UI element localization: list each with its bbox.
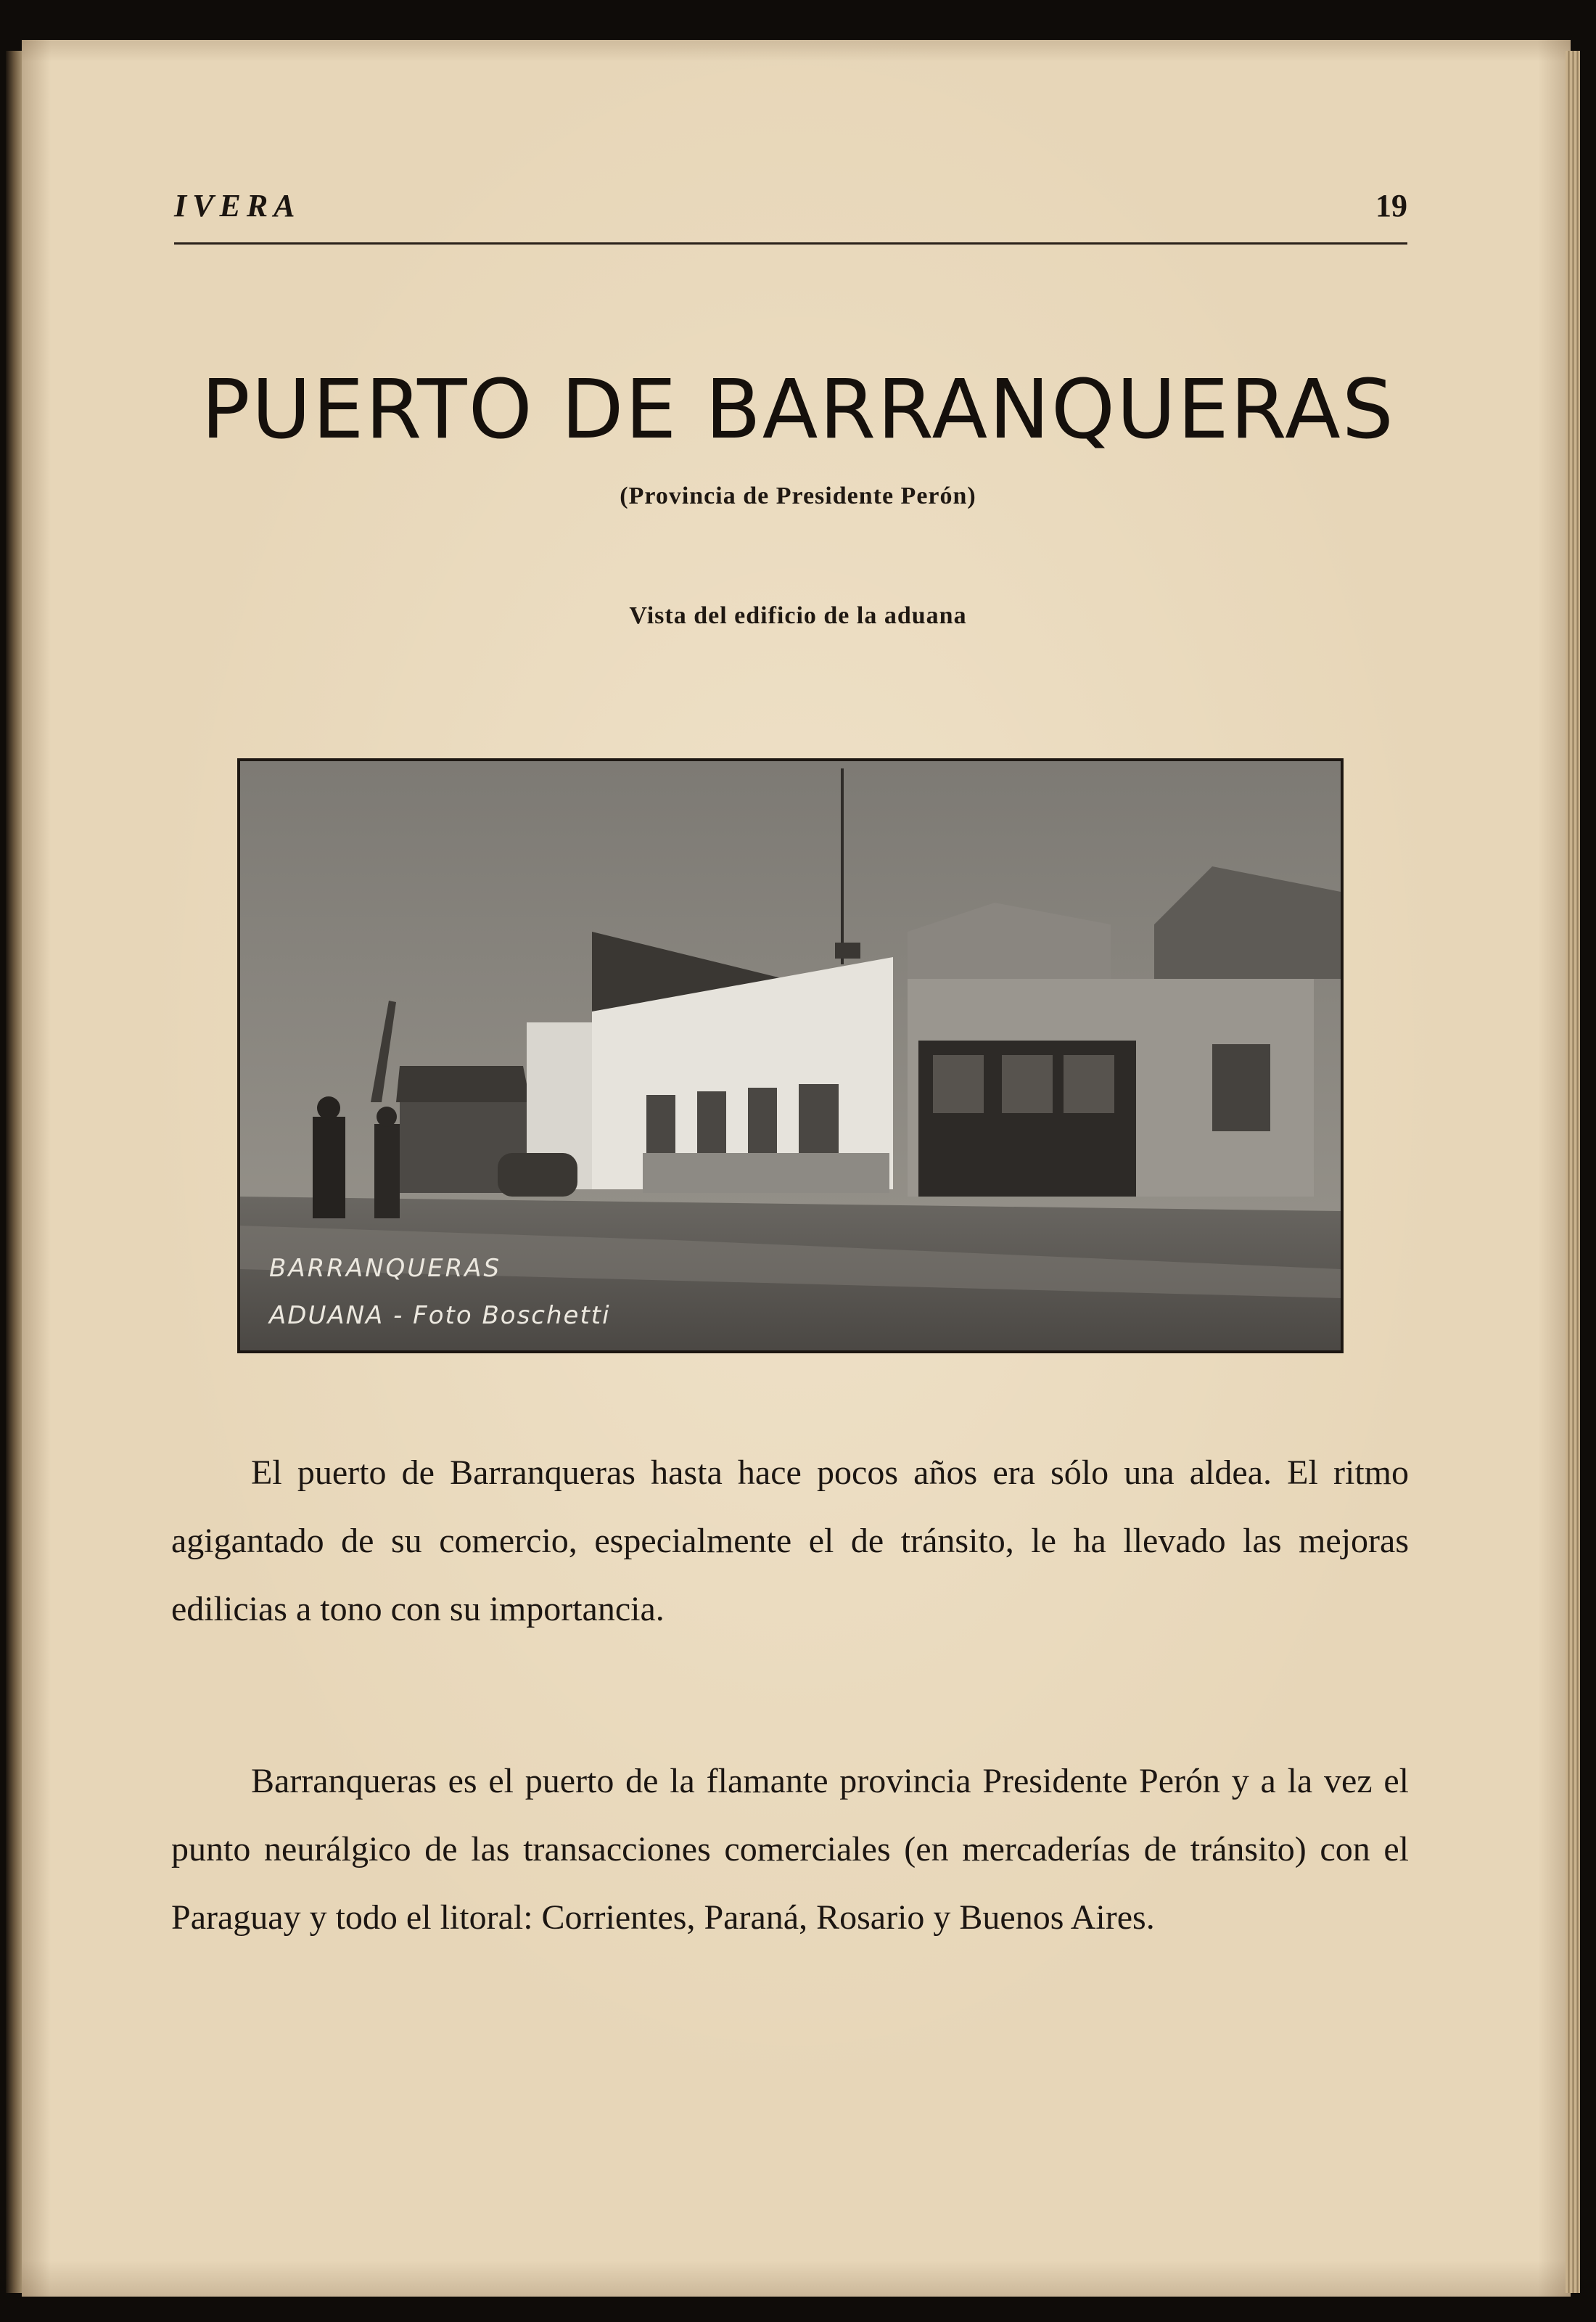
photo-inscription-top: BARRANQUERAS [269,1254,502,1283]
photo-inscription-bottom: ADUANA - Foto Boschetti [269,1301,611,1330]
page-number: 19 [1375,188,1407,223]
parked-car [498,1153,577,1197]
header-divider [174,242,1407,245]
paragraph-2: Barranqueras es el puerto de la flamante provincia Presidente Perón y a la vez el punto neurálgico de las transacciones comerciales (en mercaderías de tránsito) con el Paraguay y todo el litoral: Corrientes, Paraná, Rosario y Buenos Aires. [171,1762,1409,1937]
photo-illustration [240,761,1341,1350]
article-subtitle: (Provincia de Presidente Perón) [620,483,976,509]
customs-building-photo [237,758,1344,1353]
pedestrian [313,1117,345,1218]
running-header-title: IVERA [174,188,301,223]
paragraph-1: El puerto de Barranqueras hasta hace pocos años era sólo una aldea. El ritmo agigantado de su comercio, especialmente el de tránsito, le ha llevado las mejoras edilicias a tono con su importancia. [171,1453,1409,1628]
article-title: PUERTO DE BARRANQUERAS [201,363,1395,457]
flag-pole [841,768,844,964]
photo-caption: Vista del edificio de la aduana [629,602,967,629]
pedestrian [374,1124,400,1218]
